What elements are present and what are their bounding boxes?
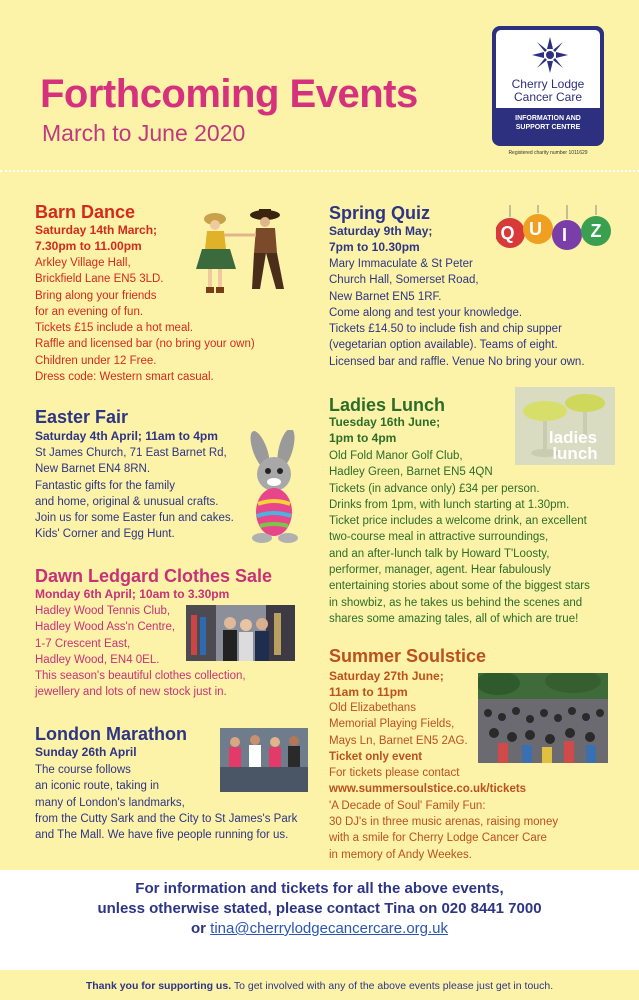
soulstice-crowd-photo (478, 673, 608, 763)
marathon-line: and The Mall. We have five people running for us. (35, 829, 289, 842)
email-link[interactable]: tina@cherrylodgecancercare.org.uk (210, 920, 449, 937)
footer-info-line: For information and tickets for all the above events, (135, 880, 504, 897)
ladies-lunch-line: entertaining stories about some of the biggest stars (329, 580, 590, 593)
spring-quiz-line: Mary Immaculate & St Peter (329, 258, 473, 270)
clothes-sale-line: Hadley Wood Ass'n Centre, (35, 621, 176, 634)
soulstice-line: 30 DJ's in three music arenas, raising money (329, 816, 559, 829)
ladies-lunch-line: Ticket price includes a welcome drink, an excellent (329, 515, 587, 528)
barn-dance-line: for an evening of fun. (35, 305, 144, 318)
soulstice-line: Old Elizabethans (329, 702, 416, 714)
ladies-lunch-title: Ladies Lunch (329, 395, 446, 415)
soulstice-line: with a smile for Cherry Lodge Cancer Care (329, 832, 547, 845)
easter-fair-details (35, 445, 234, 543)
soulstice-line: Mays Ln, Barnet EN5 2AG. (329, 734, 468, 747)
footer-email-line (0, 920, 639, 937)
marathon-title: London Marathon (35, 724, 187, 744)
ladies-lunch-line: in showbiz, as he takes us behind the scenes and (329, 596, 583, 609)
cornflower-icon (530, 35, 570, 75)
clothes-sale-line: This season's beautiful clothes collection, (35, 670, 246, 683)
easter-fair-line: and home, original & unusual crafts. (35, 495, 219, 508)
clothes-sale-line: 1-7 Crescent East, (35, 637, 131, 650)
easter-fair-line: Kids' Corner and Egg Hunt. (35, 528, 175, 541)
footer-contact-line: unless otherwise stated, please contact Tina on 020 8441 7000 (97, 900, 542, 917)
marathon-line: The course follows (35, 764, 131, 776)
quiz-letter: I (561, 225, 567, 245)
easter-bunny-image (238, 430, 313, 545)
marathon-date: Sunday 26th April (35, 745, 137, 759)
charity-logo (492, 26, 604, 146)
ladies-lunch-line: Hadley Green, Barnet EN5 4QN (329, 466, 493, 479)
spring-quiz-line: Come along and test your knowledge. (329, 306, 523, 319)
easter-fair-line: St James Church, 71 East Barnet Rd, (35, 447, 227, 459)
barn-dance-line: Raffle and licensed bar (no bring your own) (35, 338, 255, 351)
marathon-photo (220, 728, 308, 792)
soulstice-website-link[interactable]: www.summersoulstice.co.uk/tickets (329, 783, 527, 796)
ladies-lunch-image (515, 387, 615, 465)
quiz-letter: Q (500, 223, 515, 243)
quiz-letter: Z (590, 221, 602, 241)
thanks-rest: To get involved with any of the above events please just get in touch. (233, 980, 554, 992)
soulstice-title: Summer Soulstice (329, 646, 487, 666)
header-divider (0, 170, 639, 172)
soulstice-line: 'A Decade of Soul' Family Fun: (329, 799, 486, 812)
barn-dance-line: Arkley Village Hall, (35, 257, 131, 269)
page-subtitle: March to June 2020 (42, 120, 246, 146)
barn-dance-line: Tickets £15 include a hot meal. (35, 322, 194, 335)
spring-quiz-title: Spring Quiz (329, 203, 430, 223)
barn-dance-line: Children under 12 Free. (35, 354, 157, 367)
logo-panel (496, 30, 600, 108)
spring-quiz-line: Church Hall, Somerset Road, (329, 274, 479, 287)
barn-dance-title: Barn Dance (35, 202, 136, 222)
ladies-lunch-line: two-course meal in attractive surroundings, (329, 531, 549, 544)
ladies-lunch-image-text: ladies (548, 428, 598, 447)
barn-dance-image (180, 205, 295, 295)
marathon-line: from the Cutty Sark and the City to St James's Park (35, 812, 298, 825)
page-title: Forthcoming Events (40, 72, 418, 116)
spring-quiz-line: New Barnet EN5 1RF. (329, 290, 442, 303)
spring-quiz-line: (vegetarian option available). Teams of eight. (329, 339, 558, 352)
footer-or: or (190, 920, 206, 937)
ladies-lunch-line: Tickets (in advance only) £34 per person. (329, 482, 540, 495)
easter-fair-line: Join us for some Easter fun and cakes. (35, 512, 234, 525)
soulstice-contact: For tickets please contact (329, 767, 460, 780)
spring-quiz-details (329, 256, 585, 370)
soulstice-ticket-note: Ticket only event (329, 750, 423, 763)
easter-fair-line: Fantastic gifts for the family (35, 479, 175, 492)
easter-fair-title: Easter Fair (35, 407, 129, 427)
thanks-bold: Thank you for supporting us. (85, 980, 232, 992)
ladies-lunch-details (329, 448, 590, 627)
clothes-sale-line: Hadley Wood Tennis Club, (35, 605, 171, 617)
clothes-sale-photo (186, 605, 295, 661)
easter-fair-date: Saturday 4th April; 11am to 4pm (35, 429, 218, 443)
barn-dance-date: Saturday 14th March; 7.30pm to 11.00pm (35, 223, 158, 253)
clothes-sale-date: Monday 6th April; 10am to 3.30pm (35, 587, 230, 601)
footer-panel (0, 870, 639, 970)
marathon-line: an iconic route, taking in (35, 780, 160, 793)
soulstice-line: Memorial Playing Fields, (329, 718, 455, 731)
soulstice-line: in memory of Andy Weekes. (329, 848, 472, 861)
spring-quiz-line: Tickets £14.50 to include fish and chip supper (329, 323, 562, 336)
ladies-lunch-line: and an after-lunch talk by Howard T'Loosty, (329, 547, 550, 560)
charity-number: Registered charity number 1011629 (508, 150, 588, 156)
logo-name: Cherry Lodge Cancer Care (511, 77, 585, 104)
clothes-sale-line: jewellery and lots of new stock just in. (35, 686, 227, 699)
spring-quiz-line: Licensed bar and raffle. Venue No bring your own. (329, 355, 585, 368)
ladies-lunch-line: shares some amazing tales, all of which are true! (329, 612, 579, 625)
barn-dance-line: Bring along your friends (35, 289, 157, 302)
ladies-lunch-line: performer, manager, agent. Hear fabulously (329, 564, 551, 577)
clothes-sale-title: Dawn Ledgard Clothes Sale (35, 566, 273, 586)
ladies-lunch-image-text: lunch (552, 444, 598, 463)
spring-quiz-date: Saturday 9th May; 7pm to 10.30pm (329, 224, 433, 254)
easter-fair-line: New Barnet EN4 8RN. (35, 463, 151, 476)
thanks-line (0, 980, 639, 992)
barn-dance-line: Dress code: Western smart casual. (35, 371, 214, 384)
ladies-lunch-line: Old Fold Manor Golf Club, (329, 450, 463, 462)
logo-tagline: INFORMATION AND SUPPORT CENTRE (515, 115, 581, 131)
quiz-graphic (496, 205, 611, 255)
ladies-lunch-line: Drinks from 1pm, with lunch starting at 1.30pm. (329, 498, 570, 511)
soulstice-date: Saturday 27th June; 11am to 11pm (329, 669, 444, 699)
clothes-sale-line: Hadley Wood, EN4 0EL. (35, 653, 160, 666)
ladies-lunch-date: Tuesday 16th June; 1pm to 4pm (329, 415, 441, 445)
quiz-letter: U (528, 219, 542, 239)
marathon-line: many of London's landmarks, (35, 796, 185, 809)
barn-dance-line: Brickfield Lane EN5 3LD. (35, 273, 164, 286)
